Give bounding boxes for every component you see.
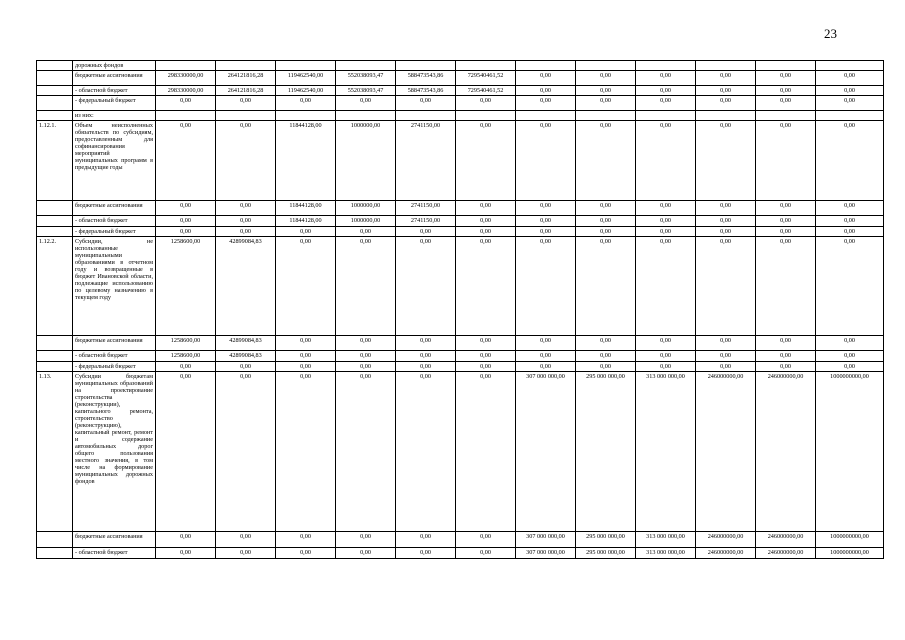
value-cell: 0,00 bbox=[216, 532, 276, 548]
value-cell: 11844128,00 bbox=[276, 121, 336, 201]
value-cell: 0,00 bbox=[636, 362, 696, 372]
value-cell: 0,00 bbox=[456, 201, 516, 216]
value-cell: 1000000,00 bbox=[336, 121, 396, 201]
value-cell bbox=[696, 111, 756, 121]
value-cell: 0,00 bbox=[576, 201, 636, 216]
value-cell: 42899084,83 bbox=[216, 336, 276, 351]
value-cell: 0,00 bbox=[636, 96, 696, 111]
value-cell: 0,00 bbox=[456, 216, 516, 227]
value-cell: 0,00 bbox=[276, 532, 336, 548]
row-code-cell bbox=[37, 111, 73, 121]
budget-table bbox=[36, 60, 884, 559]
row-description-cell: - федеральный бюджет bbox=[73, 362, 156, 372]
value-cell: 0,00 bbox=[276, 548, 336, 559]
value-cell: 0,00 bbox=[396, 336, 456, 351]
value-cell: 0,00 bbox=[816, 86, 884, 96]
value-cell: 0,00 bbox=[696, 227, 756, 237]
value-cell: 0,00 bbox=[516, 121, 576, 201]
value-cell bbox=[696, 61, 756, 71]
value-cell: 0,00 bbox=[756, 362, 816, 372]
row-description-cell: бюджетные ассигнования bbox=[73, 201, 156, 216]
value-cell: 0,00 bbox=[696, 362, 756, 372]
value-cell: 0,00 bbox=[636, 227, 696, 237]
value-cell: 0,00 bbox=[156, 362, 216, 372]
value-cell: 42899084,83 bbox=[216, 351, 276, 362]
row-description-cell: бюджетные ассигнования bbox=[73, 336, 156, 351]
value-cell: 0,00 bbox=[276, 336, 336, 351]
row-code-cell bbox=[37, 71, 73, 86]
value-cell: 552038093,47 bbox=[336, 71, 396, 86]
value-cell: 0,00 bbox=[456, 336, 516, 351]
table-row bbox=[37, 362, 884, 372]
row-description-cell: - областной бюджет bbox=[73, 351, 156, 362]
value-cell: 0,00 bbox=[276, 351, 336, 362]
value-cell: 0,00 bbox=[156, 201, 216, 216]
table-row bbox=[37, 121, 884, 201]
table-row bbox=[37, 111, 884, 121]
value-cell: 0,00 bbox=[396, 372, 456, 532]
value-cell: 0,00 bbox=[516, 71, 576, 86]
value-cell: 0,00 bbox=[636, 336, 696, 351]
value-cell: 0,00 bbox=[516, 351, 576, 362]
value-cell: 0,00 bbox=[756, 351, 816, 362]
table-row bbox=[37, 351, 884, 362]
value-cell: 246000000,00 bbox=[756, 372, 816, 532]
value-cell: 0,00 bbox=[756, 71, 816, 86]
value-cell: 264121816,28 bbox=[216, 86, 276, 96]
value-cell: 0,00 bbox=[636, 86, 696, 96]
value-cell: 0,00 bbox=[516, 96, 576, 111]
row-code-cell bbox=[37, 86, 73, 96]
value-cell: 0,00 bbox=[516, 201, 576, 216]
table-body bbox=[37, 61, 884, 559]
value-cell: 0,00 bbox=[696, 336, 756, 351]
value-cell: 0,00 bbox=[216, 96, 276, 111]
value-cell: 0,00 bbox=[336, 548, 396, 559]
value-cell: 0,00 bbox=[336, 237, 396, 336]
value-cell: 264121816,28 bbox=[216, 71, 276, 86]
value-cell: 2741150,00 bbox=[396, 121, 456, 201]
value-cell: 0,00 bbox=[156, 216, 216, 227]
value-cell: 246000000,00 bbox=[696, 532, 756, 548]
value-cell: 0,00 bbox=[156, 227, 216, 237]
value-cell: 0,00 bbox=[516, 362, 576, 372]
value-cell bbox=[816, 111, 884, 121]
table-row bbox=[37, 201, 884, 216]
value-cell: 1258600,00 bbox=[156, 351, 216, 362]
value-cell bbox=[336, 61, 396, 71]
value-cell: 0,00 bbox=[756, 336, 816, 351]
row-description-cell: дорожных фондов bbox=[73, 61, 156, 71]
value-cell: 295 000 000,00 bbox=[576, 548, 636, 559]
value-cell: 0,00 bbox=[156, 96, 216, 111]
row-description-cell: - федеральный бюджет bbox=[73, 227, 156, 237]
value-cell: 0,00 bbox=[756, 96, 816, 111]
value-cell: 0,00 bbox=[516, 227, 576, 237]
row-code-cell bbox=[37, 96, 73, 111]
value-cell: 588473543,86 bbox=[396, 86, 456, 96]
table-row bbox=[37, 61, 884, 71]
table-row bbox=[37, 372, 884, 532]
value-cell: 0,00 bbox=[216, 201, 276, 216]
value-cell: 0,00 bbox=[396, 362, 456, 372]
table-row bbox=[37, 216, 884, 227]
value-cell: 295 000 000,00 bbox=[576, 372, 636, 532]
value-cell: 0,00 bbox=[456, 372, 516, 532]
value-cell: 0,00 bbox=[456, 121, 516, 201]
value-cell: 0,00 bbox=[756, 121, 816, 201]
value-cell: 307 000 000,00 bbox=[516, 372, 576, 532]
row-description-cell: Субсидии бюджетам муниципальных образований на проектирование строительства (реконструкции), капитального ремонта, строительство (реконструкцию), капитальный ремонт, ремонт и содержание автомобильных дорог общего пользования местного значения, в том числе на формирование муниципальных дорожных фондов bbox=[73, 372, 156, 532]
row-description-cell: - федеральный бюджет bbox=[73, 96, 156, 111]
value-cell: 0,00 bbox=[576, 336, 636, 351]
value-cell bbox=[156, 61, 216, 71]
value-cell bbox=[276, 111, 336, 121]
value-cell: 298330000,00 bbox=[156, 71, 216, 86]
value-cell: 0,00 bbox=[516, 86, 576, 96]
value-cell: 0,00 bbox=[576, 237, 636, 336]
value-cell: 0,00 bbox=[396, 96, 456, 111]
value-cell: 0,00 bbox=[336, 532, 396, 548]
value-cell: 0,00 bbox=[276, 96, 336, 111]
table-row bbox=[37, 532, 884, 548]
value-cell: 0,00 bbox=[636, 201, 696, 216]
value-cell: 1000000000,00 bbox=[816, 548, 884, 559]
value-cell bbox=[456, 61, 516, 71]
value-cell: 313 000 000,00 bbox=[636, 372, 696, 532]
row-code-cell: 1.12.1. bbox=[37, 121, 73, 201]
value-cell: 0,00 bbox=[816, 201, 884, 216]
value-cell: 729540461,52 bbox=[456, 86, 516, 96]
value-cell: 0,00 bbox=[516, 237, 576, 336]
table-row bbox=[37, 548, 884, 559]
value-cell bbox=[336, 111, 396, 121]
row-description-cell: Объем неисполненных обязательств по субсидиям, предоставленным для софинансирования мероприятий муниципальных программ в предыдущие годы bbox=[73, 121, 156, 201]
row-description-cell: Субсидии, не использованные муниципальными образованиями в отчетном году и возвращенные в бюджет Ивановской области, подлежащие использованию по целевому назначению в текущем году bbox=[73, 237, 156, 336]
value-cell: 0,00 bbox=[456, 96, 516, 111]
value-cell: 0,00 bbox=[696, 71, 756, 86]
value-cell: 0,00 bbox=[456, 351, 516, 362]
row-code-cell bbox=[37, 216, 73, 227]
value-cell: 0,00 bbox=[156, 372, 216, 532]
value-cell: 0,00 bbox=[696, 201, 756, 216]
value-cell bbox=[756, 61, 816, 71]
value-cell: 42899084,83 bbox=[216, 237, 276, 336]
row-description-cell: - областной бюджет bbox=[73, 216, 156, 227]
value-cell: 0,00 bbox=[816, 237, 884, 336]
value-cell: 0,00 bbox=[696, 96, 756, 111]
value-cell: 119462540,00 bbox=[276, 71, 336, 86]
value-cell: 11844128,00 bbox=[276, 201, 336, 216]
row-code-cell bbox=[37, 362, 73, 372]
value-cell: 0,00 bbox=[456, 548, 516, 559]
value-cell: 0,00 bbox=[636, 351, 696, 362]
value-cell: 0,00 bbox=[396, 237, 456, 336]
value-cell bbox=[516, 111, 576, 121]
value-cell bbox=[816, 61, 884, 71]
value-cell: 119462540,00 bbox=[276, 86, 336, 96]
table-row bbox=[37, 336, 884, 351]
value-cell bbox=[216, 111, 276, 121]
value-cell: 298330000,00 bbox=[156, 86, 216, 96]
value-cell: 0,00 bbox=[156, 121, 216, 201]
value-cell: 0,00 bbox=[276, 237, 336, 336]
value-cell: 0,00 bbox=[156, 548, 216, 559]
value-cell: 0,00 bbox=[756, 216, 816, 227]
table-row bbox=[37, 96, 884, 111]
value-cell: 0,00 bbox=[336, 336, 396, 351]
value-cell: 0,00 bbox=[756, 201, 816, 216]
value-cell: 0,00 bbox=[816, 96, 884, 111]
value-cell: 0,00 bbox=[576, 351, 636, 362]
row-description-cell: бюджетные ассигнования bbox=[73, 71, 156, 86]
row-code-cell: 1.13. bbox=[37, 372, 73, 532]
value-cell bbox=[276, 61, 336, 71]
value-cell: 11844128,00 bbox=[276, 216, 336, 227]
value-cell: 0,00 bbox=[396, 227, 456, 237]
table-row bbox=[37, 227, 884, 237]
value-cell: 0,00 bbox=[456, 532, 516, 548]
value-cell: 246000000,00 bbox=[756, 548, 816, 559]
row-code-cell bbox=[37, 61, 73, 71]
value-cell: 0,00 bbox=[636, 121, 696, 201]
value-cell: 1000000,00 bbox=[336, 201, 396, 216]
value-cell: 0,00 bbox=[456, 362, 516, 372]
value-cell: 0,00 bbox=[576, 121, 636, 201]
value-cell bbox=[456, 111, 516, 121]
value-cell: 0,00 bbox=[516, 216, 576, 227]
row-description-cell: из них: bbox=[73, 111, 156, 121]
value-cell: 1258600,00 bbox=[156, 336, 216, 351]
value-cell: 0,00 bbox=[816, 216, 884, 227]
value-cell: 1258600,00 bbox=[156, 237, 216, 336]
value-cell: 0,00 bbox=[456, 237, 516, 336]
value-cell: 0,00 bbox=[636, 237, 696, 336]
value-cell: 246000000,00 bbox=[696, 548, 756, 559]
value-cell: 0,00 bbox=[576, 362, 636, 372]
value-cell: 0,00 bbox=[276, 372, 336, 532]
row-code-cell bbox=[37, 351, 73, 362]
value-cell: 0,00 bbox=[216, 216, 276, 227]
value-cell: 0,00 bbox=[396, 351, 456, 362]
table-row bbox=[37, 86, 884, 96]
row-code-cell bbox=[37, 227, 73, 237]
value-cell: 1000000000,00 bbox=[816, 372, 884, 532]
value-cell: 0,00 bbox=[696, 86, 756, 96]
value-cell: 307 000 000,00 bbox=[516, 532, 576, 548]
value-cell bbox=[396, 111, 456, 121]
value-cell: 0,00 bbox=[396, 532, 456, 548]
value-cell bbox=[576, 111, 636, 121]
value-cell: 0,00 bbox=[216, 227, 276, 237]
value-cell: 246000000,00 bbox=[756, 532, 816, 548]
value-cell bbox=[396, 61, 456, 71]
value-cell: 0,00 bbox=[756, 237, 816, 336]
value-cell: 295 000 000,00 bbox=[576, 532, 636, 548]
value-cell: 0,00 bbox=[456, 227, 516, 237]
value-cell: 0,00 bbox=[696, 237, 756, 336]
value-cell: 0,00 bbox=[156, 532, 216, 548]
value-cell: 552038093,47 bbox=[336, 86, 396, 96]
value-cell: 0,00 bbox=[216, 548, 276, 559]
value-cell bbox=[216, 61, 276, 71]
value-cell: 0,00 bbox=[696, 121, 756, 201]
value-cell: 0,00 bbox=[276, 227, 336, 237]
value-cell: 0,00 bbox=[576, 86, 636, 96]
value-cell: 0,00 bbox=[216, 372, 276, 532]
value-cell: 2741150,00 bbox=[396, 216, 456, 227]
value-cell bbox=[636, 111, 696, 121]
value-cell: 0,00 bbox=[336, 362, 396, 372]
value-cell: 0,00 bbox=[636, 216, 696, 227]
value-cell: 0,00 bbox=[336, 351, 396, 362]
page-number: 23 bbox=[824, 26, 837, 41]
value-cell: 246000000,00 bbox=[696, 372, 756, 532]
value-cell bbox=[636, 61, 696, 71]
value-cell: 0,00 bbox=[756, 86, 816, 96]
value-cell: 0,00 bbox=[696, 216, 756, 227]
row-code-cell bbox=[37, 336, 73, 351]
value-cell: 0,00 bbox=[576, 216, 636, 227]
value-cell: 0,00 bbox=[336, 372, 396, 532]
value-cell bbox=[576, 61, 636, 71]
value-cell: 0,00 bbox=[816, 71, 884, 86]
value-cell bbox=[756, 111, 816, 121]
value-cell: 0,00 bbox=[576, 96, 636, 111]
row-description-cell: - областной бюджет bbox=[73, 548, 156, 559]
row-code-cell bbox=[37, 548, 73, 559]
row-description-cell: бюджетные ассигнования bbox=[73, 532, 156, 548]
value-cell: 1000000000,00 bbox=[816, 532, 884, 548]
value-cell: 0,00 bbox=[216, 362, 276, 372]
value-cell: 0,00 bbox=[816, 227, 884, 237]
value-cell bbox=[156, 111, 216, 121]
value-cell: 588473543,86 bbox=[396, 71, 456, 86]
value-cell: 2741150,00 bbox=[396, 201, 456, 216]
row-code-cell bbox=[37, 201, 73, 216]
value-cell: 0,00 bbox=[276, 362, 336, 372]
value-cell: 0,00 bbox=[816, 362, 884, 372]
value-cell: 0,00 bbox=[816, 336, 884, 351]
value-cell: 0,00 bbox=[696, 351, 756, 362]
value-cell: 0,00 bbox=[576, 227, 636, 237]
row-description-cell: - областной бюджет bbox=[73, 86, 156, 96]
value-cell: 0,00 bbox=[216, 121, 276, 201]
value-cell: 0,00 bbox=[816, 121, 884, 201]
value-cell: 313 000 000,00 bbox=[636, 532, 696, 548]
value-cell: 729540461,52 bbox=[456, 71, 516, 86]
value-cell: 0,00 bbox=[756, 227, 816, 237]
table-row bbox=[37, 237, 884, 336]
value-cell: 1000000,00 bbox=[336, 216, 396, 227]
value-cell: 0,00 bbox=[336, 227, 396, 237]
value-cell: 0,00 bbox=[576, 71, 636, 86]
row-code-cell bbox=[37, 532, 73, 548]
value-cell: 0,00 bbox=[636, 71, 696, 86]
value-cell: 0,00 bbox=[396, 548, 456, 559]
value-cell: 0,00 bbox=[336, 96, 396, 111]
value-cell: 307 000 000,00 bbox=[516, 548, 576, 559]
value-cell: 313 000 000,00 bbox=[636, 548, 696, 559]
row-code-cell: 1.12.2. bbox=[37, 237, 73, 336]
value-cell: 0,00 bbox=[816, 351, 884, 362]
table-row bbox=[37, 71, 884, 86]
value-cell bbox=[516, 61, 576, 71]
value-cell: 0,00 bbox=[516, 336, 576, 351]
